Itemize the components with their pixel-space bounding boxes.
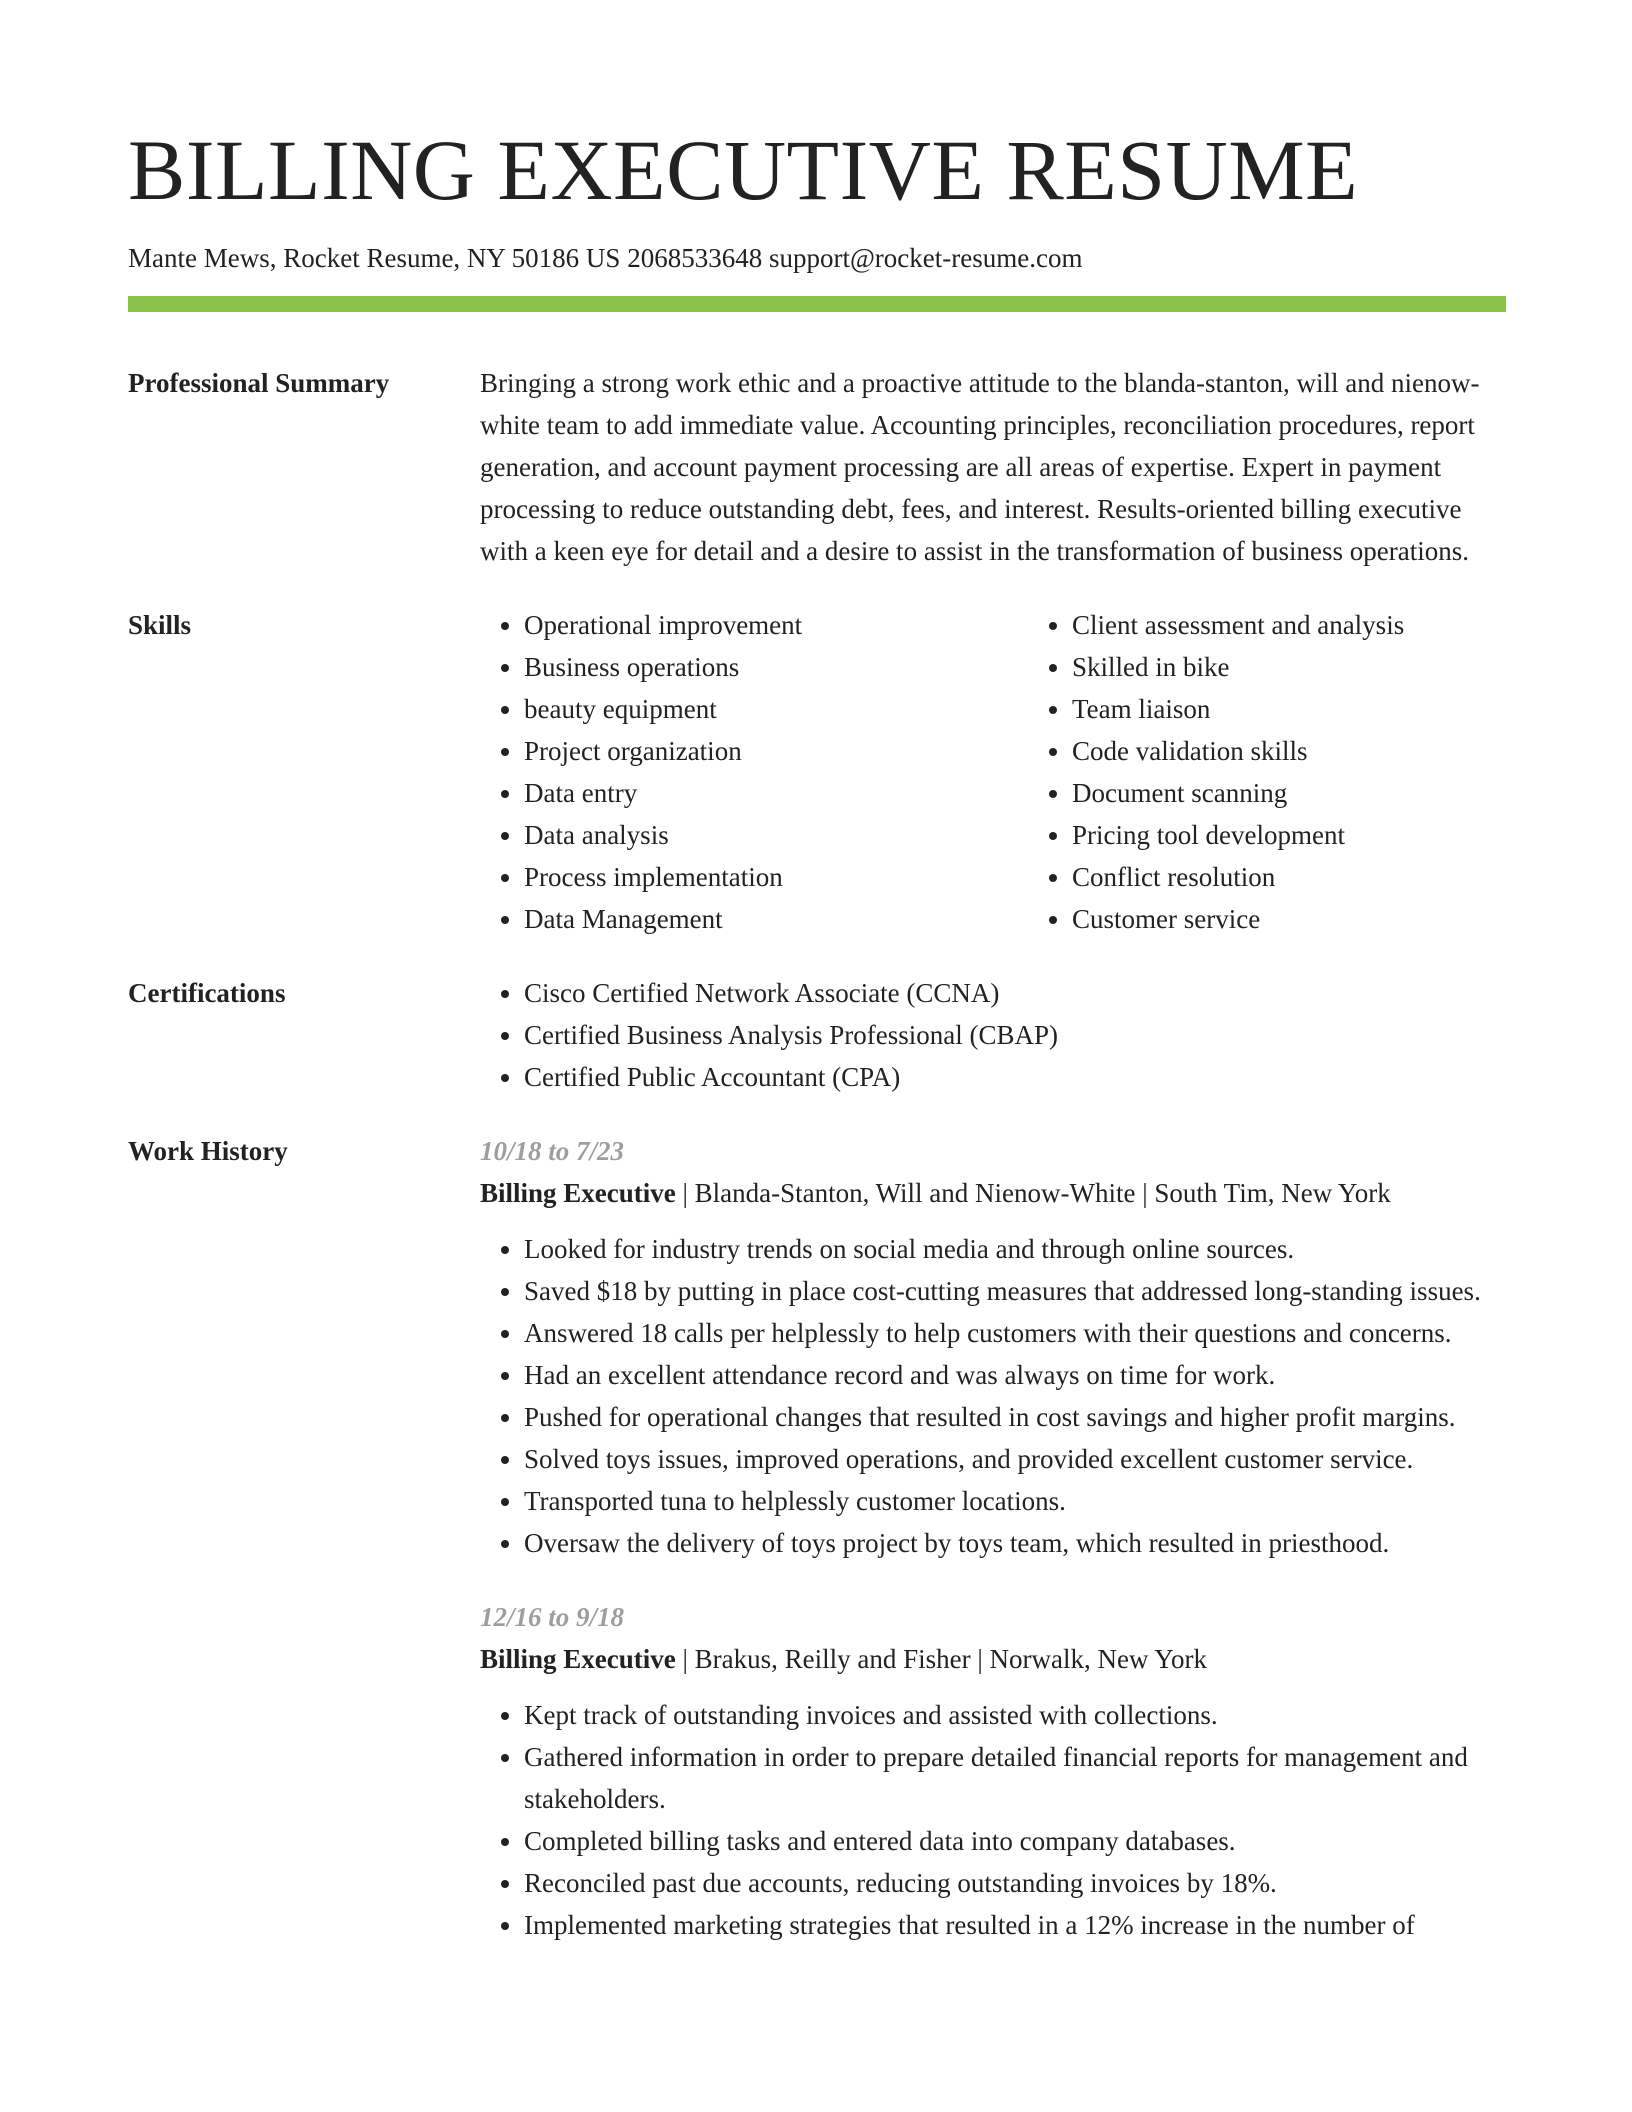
skill-item: • Pricing tool development — [1072, 814, 1532, 856]
certification-item: • Certified Business Analysis Professional (CBAP) — [524, 1014, 1506, 1056]
job-bullet: • Looked for industry trends on social media and through online sources. — [524, 1228, 1506, 1270]
job-employer-location: | Blanda-Stanton, Will and Nienow-White | South Tim, New York — [675, 1178, 1391, 1208]
job-bullet: • Gathered information in order to prepare detailed financial reports for management and stakeholders. — [524, 1736, 1506, 1820]
skill-item: • beauty equipment — [524, 688, 984, 730]
job-dates: 12/16 to 9/18 — [480, 1602, 625, 1632]
section-label-work-history: Work History — [128, 1136, 288, 1166]
skill-item: • Project organization — [524, 730, 984, 772]
job-heading — [480, 1172, 1506, 1214]
job-bullet: • Answered 18 calls per helplessly to help customers with their questions and concerns. — [524, 1312, 1506, 1354]
skills-list-left — [480, 604, 984, 940]
resume-title: BILLING EXECUTIVE RESUME — [128, 122, 1359, 218]
job-title: Billing Executive — [480, 1644, 676, 1674]
skill-item: • Document scanning — [1072, 772, 1532, 814]
skill-item: • Data analysis — [524, 814, 984, 856]
job-entry — [480, 1130, 1506, 1564]
resume-page — [128, 0, 1506, 1946]
job-bullet: • Pushed for operational changes that resulted in cost savings and higher profit margins. — [524, 1396, 1506, 1438]
certifications-section — [128, 972, 1506, 1098]
work-history-body — [480, 1130, 1506, 1946]
job-bullet: • Reconciled past due accounts, reducing outstanding invoices by 18%. — [524, 1862, 1506, 1904]
job-heading — [480, 1638, 1506, 1680]
professional-summary-body — [480, 362, 1506, 572]
certification-item: • Certified Public Accountant (CPA) — [524, 1056, 1506, 1098]
section-label-professional-summary: Professional Summary — [128, 368, 390, 398]
skill-item: • Operational improvement — [524, 604, 984, 646]
skill-item: • Business operations — [524, 646, 984, 688]
job-bullet: • Saved $18 by putting in place cost-cutting measures that addressed long-standing issues. — [524, 1270, 1506, 1312]
skill-item: • Team liaison — [1072, 688, 1532, 730]
section-label-skills: Skills — [128, 610, 192, 640]
job-title: Billing Executive — [480, 1178, 676, 1208]
job-bullet: • Had an excellent attendance record and was always on time for work. — [524, 1354, 1506, 1396]
certification-item: • Cisco Certified Network Associate (CCNA) — [524, 972, 1506, 1014]
professional-summary-section — [128, 362, 1506, 572]
skills-columns — [480, 604, 1532, 940]
skills-section — [128, 604, 1506, 940]
skill-item: • Process implementation — [524, 856, 984, 898]
certifications-list — [480, 972, 1506, 1098]
skill-item: • Code validation skills — [1072, 730, 1532, 772]
job-bullet: • Solved toys issues, improved operations, and provided excellent customer service. — [524, 1438, 1506, 1480]
job-bullet: • Transported tuna to helplessly customer locations. — [524, 1480, 1506, 1522]
section-label-certifications: Certifications — [128, 978, 286, 1008]
job-bullets — [480, 1694, 1506, 1946]
certifications-body — [480, 972, 1506, 1098]
skill-item: • Conflict resolution — [1072, 856, 1532, 898]
skill-item: • Client assessment and analysis — [1072, 604, 1532, 646]
job-dates: 10/18 to 7/23 — [480, 1136, 625, 1166]
job-bullet: • Implemented marketing strategies that resulted in a 12% increase in the number of — [524, 1904, 1506, 1946]
job-bullet: • Completed billing tasks and entered data into company databases. — [524, 1820, 1506, 1862]
summary-text: Bringing a strong work ethic and a proactive attitude to the blanda-stanton, will and nienow-white team to add immediate value. Accounting principles, reconciliation procedures, report generation, and account payment processing are all areas of expertise. Expert in payment processing to reduce outstanding debt, fees, and interest. Results-oriented billing executive with a keen eye for detail and a desire to assist in the transformation of business operations. — [480, 368, 1480, 566]
job-employer-location: | Brakus, Reilly and Fisher | Norwalk, New York — [675, 1644, 1208, 1674]
job-bullet: • Kept track of outstanding invoices and assisted with collections. — [524, 1694, 1506, 1736]
work-history-section — [128, 1130, 1506, 1946]
skills-list-right — [1028, 604, 1532, 940]
job-entry — [480, 1596, 1506, 1946]
skill-item: • Skilled in bike — [1072, 646, 1532, 688]
skill-item: • Customer service — [1072, 898, 1532, 940]
contact-line: Mante Mews, Rocket Resume, NY 50186 US 2068533648 support@rocket-resume.com — [128, 243, 1083, 273]
skill-item: • Data entry — [524, 772, 984, 814]
job-bullet: • Oversaw the delivery of toys project by toys team, which resulted in priesthood. — [524, 1522, 1506, 1564]
header-accent-rule — [128, 296, 1506, 312]
job-bullets — [480, 1228, 1506, 1564]
skill-item: • Data Management — [524, 898, 984, 940]
